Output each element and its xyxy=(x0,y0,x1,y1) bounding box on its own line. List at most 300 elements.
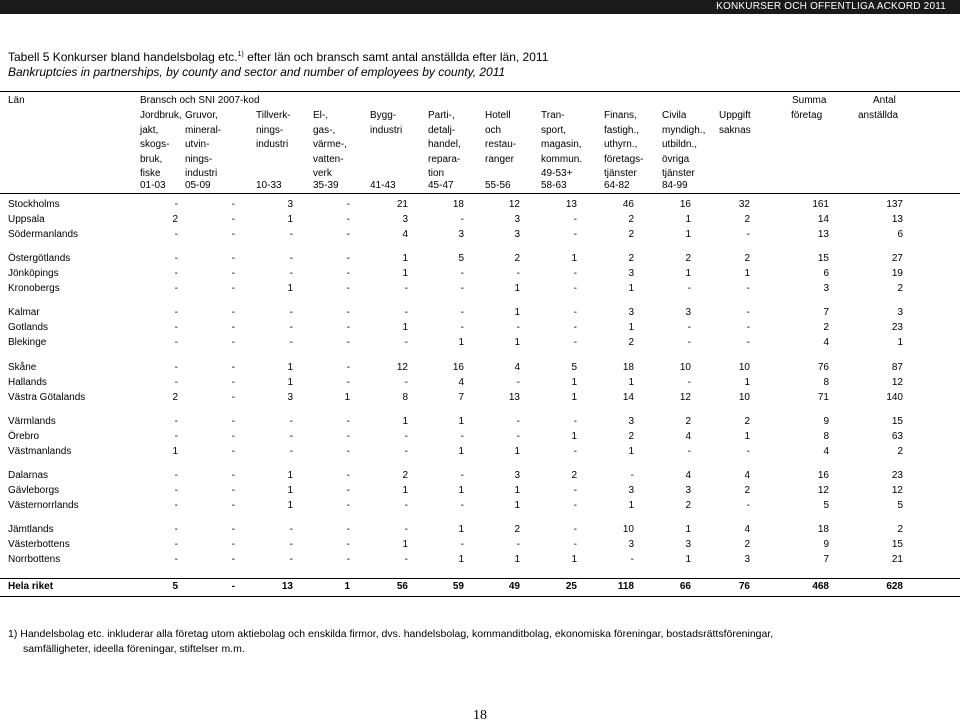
table-cell: 140 xyxy=(886,392,903,403)
table-cell: - xyxy=(573,539,577,550)
table-cell: 5 xyxy=(458,253,464,264)
table-cell: 3 xyxy=(685,539,691,550)
sector-header-line: industri xyxy=(185,168,218,180)
table-cell: 2 xyxy=(628,337,634,348)
page-number: 18 xyxy=(473,708,487,723)
title-rest: efter län och bransch samt antal anställda efter län, 2011 xyxy=(243,50,549,64)
table-cell: 1 xyxy=(571,392,577,403)
table-cell: 3 xyxy=(628,268,634,279)
header-banner: KONKURSER OCH OFFENTLIGA ACKORD 2011 xyxy=(716,1,946,12)
table-cell: 1 xyxy=(685,229,691,240)
table-cell: 1 xyxy=(287,485,293,496)
table-row xyxy=(0,430,960,445)
table-cell: 1 xyxy=(402,485,408,496)
table-cell: 3 xyxy=(514,470,520,481)
table-cell: 1 xyxy=(571,554,577,565)
table-top-rule xyxy=(0,91,960,92)
sector-header-col-3 xyxy=(256,109,291,182)
sector-header-line: nings- xyxy=(256,124,284,136)
table-cell: 1 xyxy=(458,337,464,348)
table-cell: 1 xyxy=(685,214,691,225)
title-footnote-ref: 1) xyxy=(237,51,244,58)
table-cell: - xyxy=(346,485,350,496)
table-cell: 9 xyxy=(823,539,829,550)
sector-header-line: Tran- xyxy=(541,110,565,121)
table-cell: - xyxy=(460,268,464,279)
sector-header-line: jakt, xyxy=(140,124,159,136)
table-cell: - xyxy=(231,485,235,496)
footnote-line-2: samfälligheter, ideella föreningar, stiftelser m.m. xyxy=(23,642,245,655)
table-row xyxy=(0,267,960,282)
table-cell: - xyxy=(746,283,750,294)
table-cell: - xyxy=(404,446,408,457)
sector-header-line: gas-, xyxy=(313,124,336,136)
sector-header-col-8 xyxy=(541,109,582,182)
table-cell: - xyxy=(746,446,750,457)
table-cell: - xyxy=(346,214,350,225)
table-cell: - xyxy=(346,283,350,294)
sector-header-line: och xyxy=(485,124,502,136)
table-cell: - xyxy=(174,431,178,442)
table-cell: 87 xyxy=(891,362,903,373)
table-cell: 1 xyxy=(514,337,520,348)
table-cell: 2 xyxy=(628,229,634,240)
table-cell: - xyxy=(174,377,178,388)
table-cell: 2 xyxy=(685,500,691,511)
table-cell: - xyxy=(404,337,408,348)
sector-header-line: Finans, xyxy=(604,110,637,121)
table-row xyxy=(0,391,960,406)
sector-header-col-6 xyxy=(428,109,461,182)
table-cell: 1 xyxy=(514,500,520,511)
table-cell: 16 xyxy=(452,362,464,373)
table-cell: 12 xyxy=(508,199,520,210)
table-cell: - xyxy=(231,362,235,373)
table-cell: 6 xyxy=(897,229,903,240)
table-cell: 12 xyxy=(396,362,408,373)
table-cell: - xyxy=(516,322,520,333)
table-cell: 18 xyxy=(817,524,829,535)
county-name: Dalarnas xyxy=(8,470,49,481)
table-cell: - xyxy=(746,500,750,511)
table-cell: 2 xyxy=(744,485,750,496)
sni-code: 64-82 xyxy=(604,180,630,191)
table-cell: 12 xyxy=(679,392,691,403)
table-cell: - xyxy=(174,307,178,318)
table-cell: 1 xyxy=(571,431,577,442)
table-cell: - xyxy=(687,283,691,294)
table-cell: - xyxy=(573,322,577,333)
table-cell: 14 xyxy=(622,392,634,403)
table-cell: 1 xyxy=(287,283,293,294)
county-name: Örebro xyxy=(8,431,40,442)
sector-header-line xyxy=(370,153,402,168)
county-name: Norrbottens xyxy=(8,554,61,565)
sector-header-line: bruk, xyxy=(140,153,163,165)
table-cell: - xyxy=(573,214,577,225)
table-cell: - xyxy=(346,500,350,511)
table-cell: 1 xyxy=(458,485,464,496)
table-cell: 1 xyxy=(685,524,691,535)
table-cell: 1 xyxy=(628,500,634,511)
table-cell: 4 xyxy=(514,362,520,373)
table-cell: - xyxy=(404,500,408,511)
sector-header-line: tion xyxy=(428,168,445,180)
table-cell: 1 xyxy=(514,485,520,496)
table-cell: 1 xyxy=(402,268,408,279)
sector-header-col-7 xyxy=(485,109,516,182)
table-cell: - xyxy=(573,337,577,348)
table-cell: 3 xyxy=(628,539,634,550)
table-cell: - xyxy=(687,322,691,333)
sector-header-line xyxy=(719,167,751,182)
table-cell: 3 xyxy=(628,416,634,427)
table-cell: - xyxy=(460,322,464,333)
sni-code: 01-03 xyxy=(140,180,166,191)
table-row xyxy=(0,336,960,351)
table-cell: - xyxy=(516,416,520,427)
table-cell: - xyxy=(174,470,178,481)
table-cell: - xyxy=(404,307,408,318)
table-cell: - xyxy=(573,446,577,457)
table-cell: - xyxy=(573,416,577,427)
table-row xyxy=(0,321,960,336)
table-cell: 13 xyxy=(565,199,577,210)
table-cell: 6 xyxy=(823,268,829,279)
table-cell: 15 xyxy=(891,539,903,550)
table-cell: - xyxy=(289,539,293,550)
sector-header-line: industri xyxy=(256,139,289,151)
table-cell: - xyxy=(573,307,577,318)
table-row xyxy=(0,228,960,243)
table-title xyxy=(8,50,548,64)
table-cell: 27 xyxy=(891,253,903,264)
table-cell: - xyxy=(231,253,235,264)
header-bottom-rule xyxy=(0,193,960,194)
table-cell: 4 xyxy=(744,470,750,481)
table-cell: - xyxy=(289,446,293,457)
table-cell: 3 xyxy=(402,214,408,225)
table-cell: - xyxy=(174,229,178,240)
table-cell: - xyxy=(231,470,235,481)
table-cell: 2 xyxy=(571,470,577,481)
table-cell: - xyxy=(174,524,178,535)
table-cell: - xyxy=(231,392,235,403)
sector-header-line: fiske xyxy=(140,168,161,180)
table-cell: 1 xyxy=(685,268,691,279)
table-cell: - xyxy=(289,416,293,427)
sector-header-col-1 xyxy=(140,109,182,182)
table-cell: 1 xyxy=(344,392,350,403)
table-cell: - xyxy=(573,524,577,535)
table-cell: 1 xyxy=(402,539,408,550)
sector-header-line: verk xyxy=(313,168,332,180)
table-cell: - xyxy=(174,539,178,550)
table-cell: 49 xyxy=(508,581,520,592)
table-cell: - xyxy=(460,283,464,294)
table-cell: 2 xyxy=(897,446,903,457)
sector-header-line: ranger xyxy=(485,153,514,165)
table-cell: - xyxy=(346,554,350,565)
sector-header-col-5 xyxy=(370,109,402,182)
table-cell: 1 xyxy=(685,554,691,565)
sector-header-line: fastigh., xyxy=(604,124,640,136)
sni-code: 41-43 xyxy=(370,180,396,191)
table-cell: - xyxy=(174,322,178,333)
table-cell: 1 xyxy=(287,470,293,481)
table-cell: 1 xyxy=(744,431,750,442)
table-cell: - xyxy=(174,485,178,496)
sector-header-line: Uppgift xyxy=(719,110,751,121)
table-cell: 12 xyxy=(891,485,903,496)
table-cell: 8 xyxy=(823,431,829,442)
table-cell: - xyxy=(174,362,178,373)
table-cell: 32 xyxy=(738,199,750,210)
table-cell: 2 xyxy=(744,539,750,550)
table-cell: 2 xyxy=(897,524,903,535)
table-row xyxy=(0,445,960,460)
table-cell: - xyxy=(460,431,464,442)
county-name: Blekinge xyxy=(8,337,47,348)
table-cell: - xyxy=(231,581,235,592)
header-bar xyxy=(0,0,960,14)
table-cell: 137 xyxy=(886,199,903,210)
table-cell: - xyxy=(404,431,408,442)
county-name: Gotlands xyxy=(8,322,49,333)
table-cell: - xyxy=(231,307,235,318)
table-cell: 4 xyxy=(744,524,750,535)
table-cell: - xyxy=(516,268,520,279)
table-cell: 16 xyxy=(817,470,829,481)
table-cell: 14 xyxy=(817,214,829,225)
sector-header-line: detalj- xyxy=(428,124,456,136)
table-row xyxy=(0,538,960,553)
sni-code: 55-56 xyxy=(485,180,511,191)
sector-header-col-4 xyxy=(313,109,347,182)
table-cell: 23 xyxy=(891,322,903,333)
table-cell: 21 xyxy=(891,554,903,565)
table-cell: 2 xyxy=(514,524,520,535)
table-cell: 63 xyxy=(891,431,903,442)
sector-header-line: sport, xyxy=(541,124,567,136)
table-cell: - xyxy=(346,199,350,210)
table-cell: - xyxy=(573,485,577,496)
table-cell: 1 xyxy=(744,377,750,388)
sector-header-line xyxy=(370,138,402,153)
table-cell: 3 xyxy=(823,283,829,294)
table-cell: 1 xyxy=(571,377,577,388)
sector-header-line: restau- xyxy=(485,139,517,151)
table-cell: 12 xyxy=(891,377,903,388)
table-cell: - xyxy=(231,337,235,348)
table-cell: 1 xyxy=(287,214,293,225)
table-cell: 7 xyxy=(823,307,829,318)
table-cell: - xyxy=(231,431,235,442)
sector-header-line: kommun. xyxy=(541,153,583,165)
table-cell: 2 xyxy=(402,470,408,481)
table-cell: 13 xyxy=(891,214,903,225)
county-name: Värmlands xyxy=(8,416,56,427)
table-cell: 161 xyxy=(812,199,829,210)
table-cell: - xyxy=(460,470,464,481)
table-cell: - xyxy=(746,307,750,318)
table-cell: 4 xyxy=(458,377,464,388)
sector-header-line: mineral- xyxy=(185,124,222,136)
sector-header-line: utvin- xyxy=(185,139,210,151)
table-cell: 4 xyxy=(823,337,829,348)
table-cell: 1 xyxy=(628,283,634,294)
table-cell: 16 xyxy=(679,199,691,210)
table-cell: - xyxy=(174,500,178,511)
table-cell: - xyxy=(460,500,464,511)
lan-header: Län xyxy=(8,95,25,106)
table-cell: 1 xyxy=(514,446,520,457)
sni-code: 05-09 xyxy=(185,180,211,191)
table-cell: - xyxy=(404,524,408,535)
table-cell: - xyxy=(289,337,293,348)
table-cell: 8 xyxy=(823,377,829,388)
sector-header-line: 49-53+ xyxy=(541,168,573,180)
table-cell: - xyxy=(573,268,577,279)
table-cell: 2 xyxy=(514,253,520,264)
sector-header-line: Gruvor, xyxy=(185,110,218,121)
sector-header-line: skogs- xyxy=(140,139,170,151)
table-cell: - xyxy=(289,524,293,535)
sector-header-line: repara- xyxy=(428,153,461,165)
sector-header-line: Parti-, xyxy=(428,110,455,121)
table-cell: 5 xyxy=(897,500,903,511)
footnote xyxy=(8,627,948,656)
table-cell: 1 xyxy=(628,377,634,388)
table-cell: - xyxy=(231,524,235,535)
table-row xyxy=(0,499,960,514)
table-cell: 18 xyxy=(622,362,634,373)
table-cell: - xyxy=(289,307,293,318)
table-cell: 3 xyxy=(458,229,464,240)
total-row xyxy=(0,580,960,595)
table-cell: 18 xyxy=(452,199,464,210)
table-cell: - xyxy=(346,268,350,279)
table-cell: - xyxy=(231,283,235,294)
sector-header-line xyxy=(719,138,751,153)
table-cell: 1 xyxy=(514,554,520,565)
table-cell: 4 xyxy=(402,229,408,240)
table-cell: - xyxy=(231,377,235,388)
table-row xyxy=(0,469,960,484)
table-row xyxy=(0,361,960,376)
table-row xyxy=(0,484,960,499)
table-cell: - xyxy=(231,229,235,240)
summa-subheader: företag xyxy=(791,110,823,121)
table-cell: 1 xyxy=(628,322,634,333)
table-cell: - xyxy=(174,268,178,279)
table-row xyxy=(0,252,960,267)
sector-header-col-9 xyxy=(604,109,643,182)
table-cell: - xyxy=(746,229,750,240)
county-name: Östergötlands xyxy=(8,253,71,264)
sector-header-line: uthyrn., xyxy=(604,139,638,151)
table-cell: - xyxy=(174,337,178,348)
table-cell: 1 xyxy=(458,416,464,427)
table-cell: - xyxy=(231,554,235,565)
table-cell: - xyxy=(687,446,691,457)
table-row xyxy=(0,376,960,391)
table-cell: 3 xyxy=(685,485,691,496)
sector-header-line: Tillverk- xyxy=(256,110,291,121)
table-cell: - xyxy=(231,199,235,210)
table-cell: 2 xyxy=(172,214,178,225)
title-main: Tabell 5 Konkurser bland handelsbolag etc. xyxy=(8,50,238,64)
county-name: Gävleborgs xyxy=(8,485,60,496)
table-cell: - xyxy=(346,362,350,373)
sector-header-line: saknas xyxy=(719,124,751,136)
sector-header-line: industri xyxy=(370,124,403,136)
table-cell: 56 xyxy=(396,581,408,592)
table-cell: - xyxy=(746,337,750,348)
table-cell: 23 xyxy=(891,470,903,481)
table-cell: 1 xyxy=(628,446,634,457)
footnote-line-1: 1) Handelsbolag etc. inkluderar alla företag utom aktiebolag och enskilda firmor, dvs. handelsbolag, kommanditbolag, ekonomiska föreningar, bostadsrättsföreningar, xyxy=(8,628,774,640)
table-cell: 1 xyxy=(514,283,520,294)
table-cell: - xyxy=(346,539,350,550)
table-cell: - xyxy=(687,377,691,388)
county-name: Västmanlands xyxy=(8,446,72,457)
table-cell: - xyxy=(404,283,408,294)
table-cell: 1 xyxy=(897,337,903,348)
county-name: Kronobergs xyxy=(8,283,60,294)
table-cell: 66 xyxy=(679,581,691,592)
sector-header-col-11 xyxy=(719,109,751,182)
table-cell: 3 xyxy=(744,554,750,565)
table-cell: - xyxy=(573,229,577,240)
table-cell: 1 xyxy=(402,253,408,264)
table-cell: 5 xyxy=(823,500,829,511)
table-cell: - xyxy=(404,377,408,388)
sector-header-col-10 xyxy=(662,109,705,182)
table-cell: - xyxy=(346,431,350,442)
table-cell: - xyxy=(289,268,293,279)
table-cell: 628 xyxy=(886,581,903,592)
table-cell: 2 xyxy=(685,416,691,427)
table-cell: - xyxy=(460,307,464,318)
sector-header-line: magasin, xyxy=(541,139,582,151)
table-cell: 2 xyxy=(744,253,750,264)
sni-code: 58-63 xyxy=(541,180,567,191)
table-cell: - xyxy=(231,322,235,333)
table-cell: - xyxy=(289,229,293,240)
sector-header-line: tjänster xyxy=(662,168,695,180)
table-cell: - xyxy=(460,214,464,225)
sector-header-line: Civila xyxy=(662,110,687,121)
sector-header: Bransch och SNI 2007-kod xyxy=(140,95,260,106)
table-cell: 13 xyxy=(817,229,829,240)
table-cell: 1 xyxy=(744,268,750,279)
table-cell: 12 xyxy=(817,485,829,496)
table-cell: 71 xyxy=(817,392,829,403)
table-cell: 21 xyxy=(396,199,408,210)
table-cell: 3 xyxy=(287,199,293,210)
table-cell: 5 xyxy=(571,362,577,373)
table-cell: 4 xyxy=(685,431,691,442)
table-cell: 2 xyxy=(897,283,903,294)
sni-code: 84-99 xyxy=(662,180,688,191)
county-name: Västernorrlands xyxy=(8,500,79,511)
table-cell: 2 xyxy=(628,253,634,264)
table-cell: 25 xyxy=(565,581,577,592)
table-row xyxy=(0,213,960,228)
county-name: Jönköpings xyxy=(8,268,59,279)
table-cell: - xyxy=(174,253,178,264)
